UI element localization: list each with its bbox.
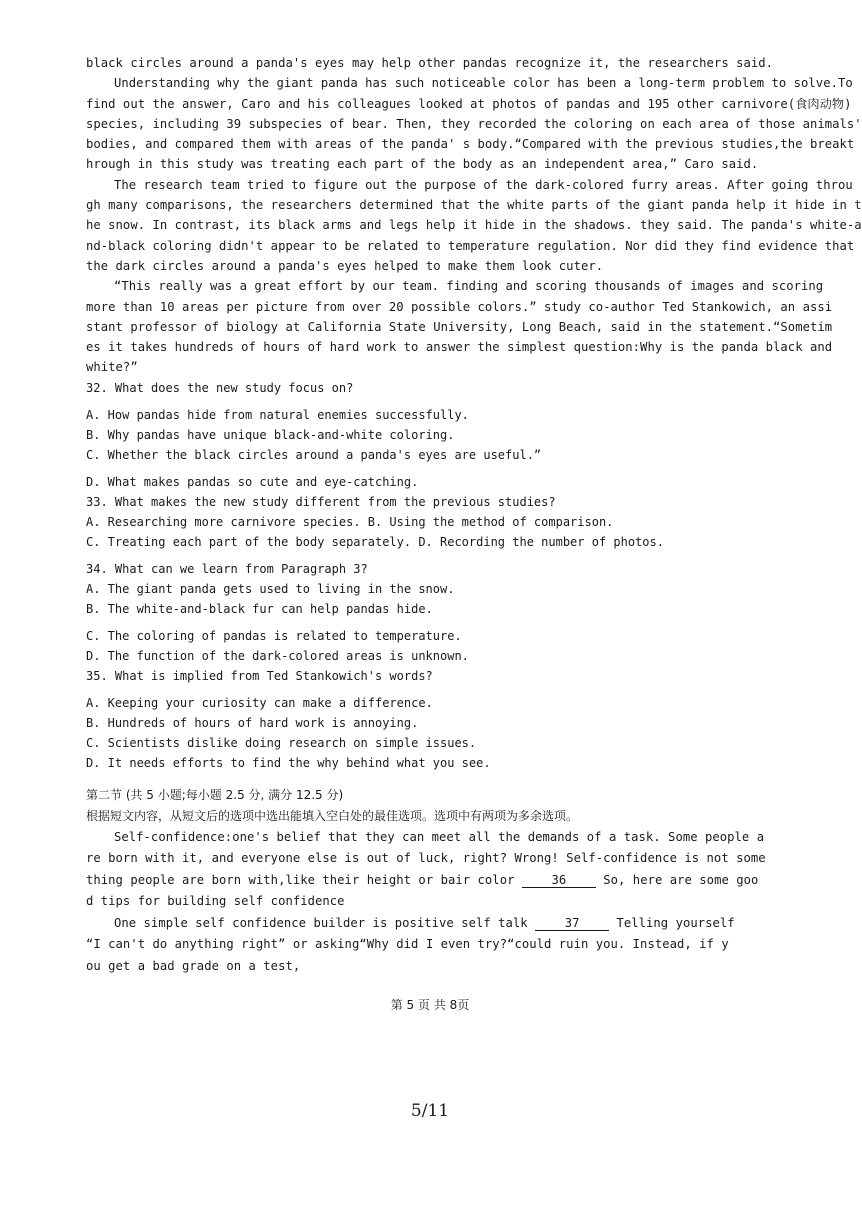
blank-36: 36 (522, 873, 596, 888)
passage-line: white?” (86, 360, 138, 375)
passage-line: he snow. In contrast, its black arms and legs help it hide in the shadows. they said. The panda's white-a (86, 218, 862, 233)
page-footer: 第 5 页 共 8页 (390, 998, 470, 1012)
question-32-option-a: A. How pandas hide from natural enemies successfully. (86, 407, 469, 422)
page-content (86, 53, 862, 977)
passage-line: black circles around a panda's eyes may help other pandas recognize it, the researchers said. (86, 56, 774, 70)
question-34-option-a: A. The giant panda gets used to living in the snow. (86, 581, 455, 596)
question-34-option-c: C. The coloring of pandas is related to temperature. (86, 628, 462, 643)
passage-line: more than 10 areas per picture from over 20 possible colors.” study co-author Ted Stankowich, an assi (86, 299, 833, 314)
passage-line: the dark circles around a panda's eyes helped to make them look cuter. (86, 258, 604, 273)
passage-line: species, including 39 subspecies of bear. Then, they recorded the coloring on each area of those animals' (86, 116, 862, 131)
section-instruction: 根据短文内容，从短文后的选项中选出能填入空白处的最佳选项。选项中有两项为多余选项。 (86, 808, 579, 823)
passage2-text: So, here are some goo (595, 872, 759, 887)
passage-line: gh many comparisons, the researchers determined that the white parts of the giant panda help it hide in t (86, 198, 862, 213)
passage2-text: Telling yourself (609, 915, 735, 930)
question-32-option-c: C. Whether the black circles around a panda's eyes are useful.” (86, 447, 542, 462)
passage2-line: d tips for building self confidence (86, 894, 345, 909)
passage2-text: thing people are born with,like their height or bair color (86, 872, 522, 887)
page-number: 5/11 (410, 1101, 450, 1121)
question-35-option-d: D. It needs efforts to find the why behind what you see. (86, 755, 491, 770)
passage-line: Understanding why the giant panda has such noticeable color has been a long-term problem to solve.To (114, 76, 853, 91)
passage2-line-blank-37 (86, 913, 776, 935)
passage-line: es it takes hundreds of hours of hard work to answer the simplest question:Why is the panda black and (86, 340, 833, 355)
question-34-option-b: B. The white-and-black fur can help pandas hide. (86, 601, 433, 616)
passage-line: find out the answer, Caro and his colleagues looked at photos of pandas and 195 other carnivore(食肉动物) (86, 96, 852, 111)
question-32-stem: 32. What does the new study focus on? (86, 380, 354, 395)
passage-line: bodies, and compared them with areas of the panda' s body.“Compared with the previous studies,the breakt (86, 137, 855, 152)
question-33-options-ab: A. Researching more carnivore species. B. Using the method of comparison. (86, 514, 614, 529)
question-35-stem: 35. What is implied from Ted Stankowich's words? (86, 668, 433, 683)
question-35-option-c: C. Scientists dislike doing research on simple issues. (86, 735, 477, 750)
passage2-line: Self-confidence:one's belief that they can meet all the demands of a task. Some people a (114, 829, 765, 844)
question-34-option-d: D. The function of the dark-colored areas is unknown. (86, 648, 469, 663)
passage2-text: One simple self confidence builder is positive self talk (114, 915, 536, 930)
blank-37: 37 (535, 916, 609, 931)
question-33-stem: 33. What makes the new study different from the previous studies? (86, 494, 556, 509)
question-32-option-d: D. What makes pandas so cute and eye-catching. (86, 474, 419, 489)
question-33-options-cd: C. Treating each part of the body separately. D. Recording the number of photos. (86, 534, 664, 549)
passage-line: The research team tried to figure out the purpose of the dark-colored furry areas. After going throu (114, 177, 853, 192)
question-34-stem: 34. What can we learn from Paragraph 3? (86, 561, 368, 576)
passage-line: nd-black coloring didn't appear to be related to temperature regulation. Nor did they find evidence that (86, 238, 855, 253)
section-heading: 第二节 (共 5 小题;每小题 2.5 分, 满分 12.5 分) (86, 787, 344, 802)
passage2-line: “I can't do anything right” or asking“Why did I even try?“could ruin you. Instead, if y (86, 937, 729, 952)
question-32-option-b: B. Why pandas have unique black-and-white coloring. (86, 427, 455, 442)
question-35-option-b: B. Hundreds of hours of hard work is annoying. (86, 715, 419, 730)
passage-line: hrough in this study was treating each part of the body as an independent area,” Caro said. (86, 157, 759, 172)
passage-line: stant professor of biology at California State University, Long Beach, said in the statement.“Sometim (86, 319, 833, 334)
passage2-line: re born with it, and everyone else is out of luck, right? Wrong! Self-confidence is not some (86, 851, 766, 866)
passage2-line-blank-36 (86, 870, 776, 892)
passage2-line: ou get a bad grade on a test, (86, 958, 301, 973)
question-35-option-a: A. Keeping your curiosity can make a difference. (86, 695, 433, 710)
passage-line: “This really was a great effort by our team. finding and scoring thousands of images and scoring (114, 279, 824, 294)
